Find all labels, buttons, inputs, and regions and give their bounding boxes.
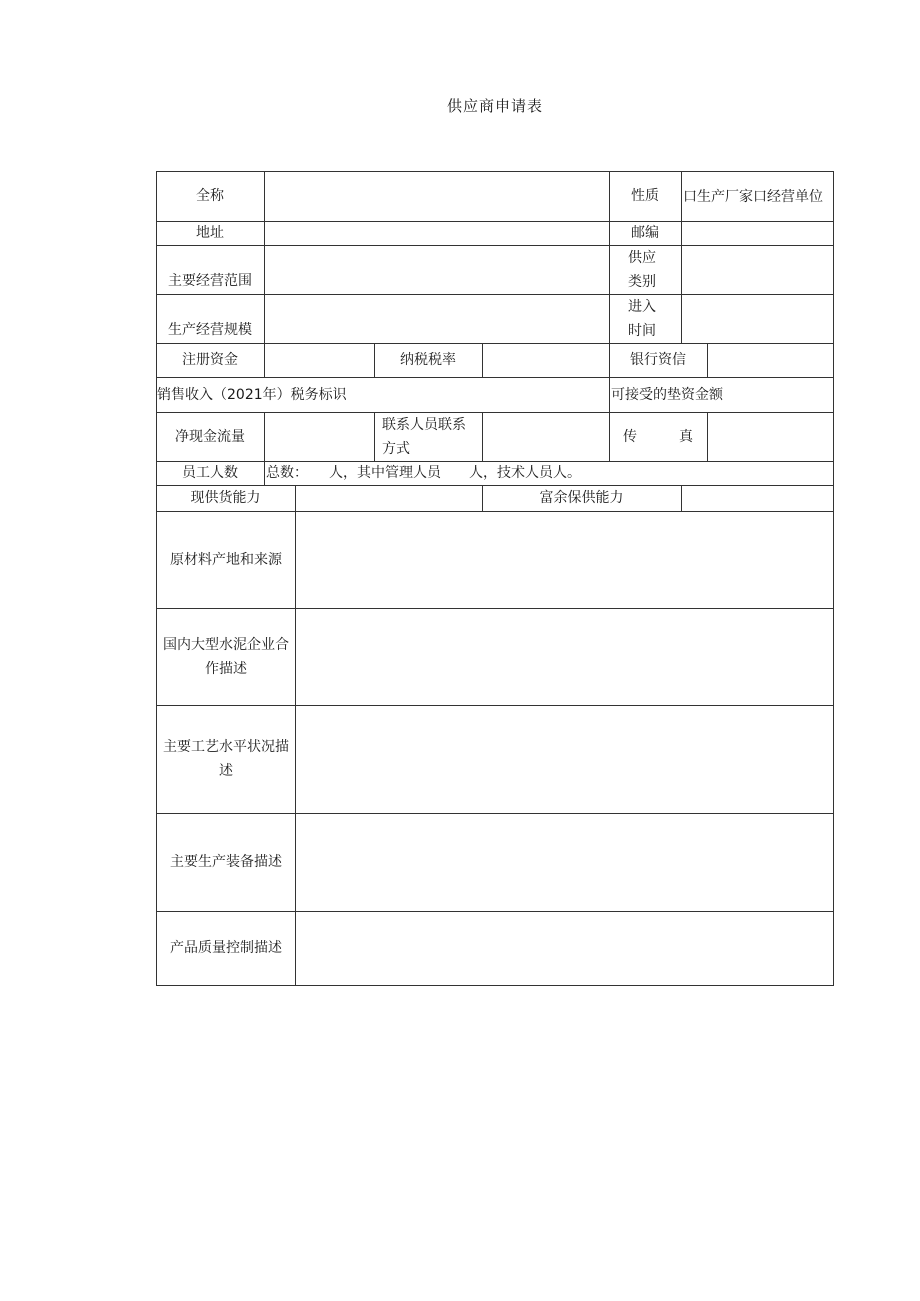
current-supply-input[interactable] xyxy=(296,486,482,511)
process-level-input[interactable] xyxy=(296,706,833,813)
quality-control-input[interactable] xyxy=(296,912,833,985)
full-name-input[interactable] xyxy=(265,172,609,221)
label-fax: 传 真 xyxy=(623,428,693,445)
supply-category-input[interactable] xyxy=(682,246,833,294)
label-raw-materials: 原材料产地和来源 xyxy=(170,551,282,568)
label-registered-capital: 注册资金 xyxy=(182,352,238,368)
employees-value[interactable]: 总数： 人，其中管理人员 人，技术人员人。 xyxy=(266,465,581,481)
business-scope-input[interactable] xyxy=(265,246,609,294)
raw-materials-input[interactable] xyxy=(296,512,833,608)
label-bank-credit: 银行资信 xyxy=(630,352,686,368)
page-title: 供应商申请表 xyxy=(446,97,543,115)
label-equipment: 主要生产装备描述 xyxy=(170,854,282,870)
fax-input[interactable] xyxy=(708,413,833,461)
label-postcode: 邮编 xyxy=(631,225,659,241)
label-surplus-supply: 富余保供能力 xyxy=(539,490,624,506)
postcode-input[interactable] xyxy=(682,222,833,245)
bank-credit-input[interactable] xyxy=(708,344,833,377)
cooperation-input[interactable] xyxy=(296,609,833,705)
label-tax-rate: 纳税税率 xyxy=(400,352,456,368)
label-nature: 性质 xyxy=(631,188,659,204)
label-acceptable-advance: 可接受的垫资金额 xyxy=(611,386,723,403)
production-scale-input[interactable] xyxy=(265,295,609,343)
equipment-input[interactable] xyxy=(296,814,833,911)
label-business-scope: 主要经营范围 xyxy=(168,273,252,289)
label-supply-category: 供应类别 xyxy=(628,249,656,290)
net-cash-flow-input[interactable] xyxy=(265,413,374,461)
entry-time-input[interactable] xyxy=(682,295,833,343)
label-employees: 员工人数 xyxy=(182,465,238,481)
address-input[interactable] xyxy=(265,222,609,245)
label-address: 地址 xyxy=(196,225,224,241)
label-cooperation: 国内大型水泥企业合作描述 xyxy=(163,636,289,677)
label-process-level: 主要工艺水平状况描述 xyxy=(163,739,289,779)
label-net-cash-flow: 净现金流量 xyxy=(175,428,245,445)
supplier-application-form xyxy=(156,171,834,986)
label-contact-info: 联系人员联系方式 xyxy=(382,416,466,457)
label-entry-time: 进入时间 xyxy=(628,298,656,339)
label-sales-income-tax-id: 销售收入（2021年）税务标识 xyxy=(157,386,347,403)
label-current-supply: 现供货能力 xyxy=(190,490,261,506)
registered-capital-input[interactable] xyxy=(265,344,374,377)
surplus-supply-input[interactable] xyxy=(682,486,833,511)
tax-rate-input[interactable] xyxy=(483,344,609,377)
label-production-scale: 生产经营规模 xyxy=(168,322,252,338)
nature-options[interactable]: 口生产厂家口经营单位 xyxy=(683,188,823,205)
label-full-name: 全称 xyxy=(196,188,224,204)
contact-info-input[interactable] xyxy=(483,413,609,461)
label-quality-control: 产品质量控制描述 xyxy=(170,940,282,956)
